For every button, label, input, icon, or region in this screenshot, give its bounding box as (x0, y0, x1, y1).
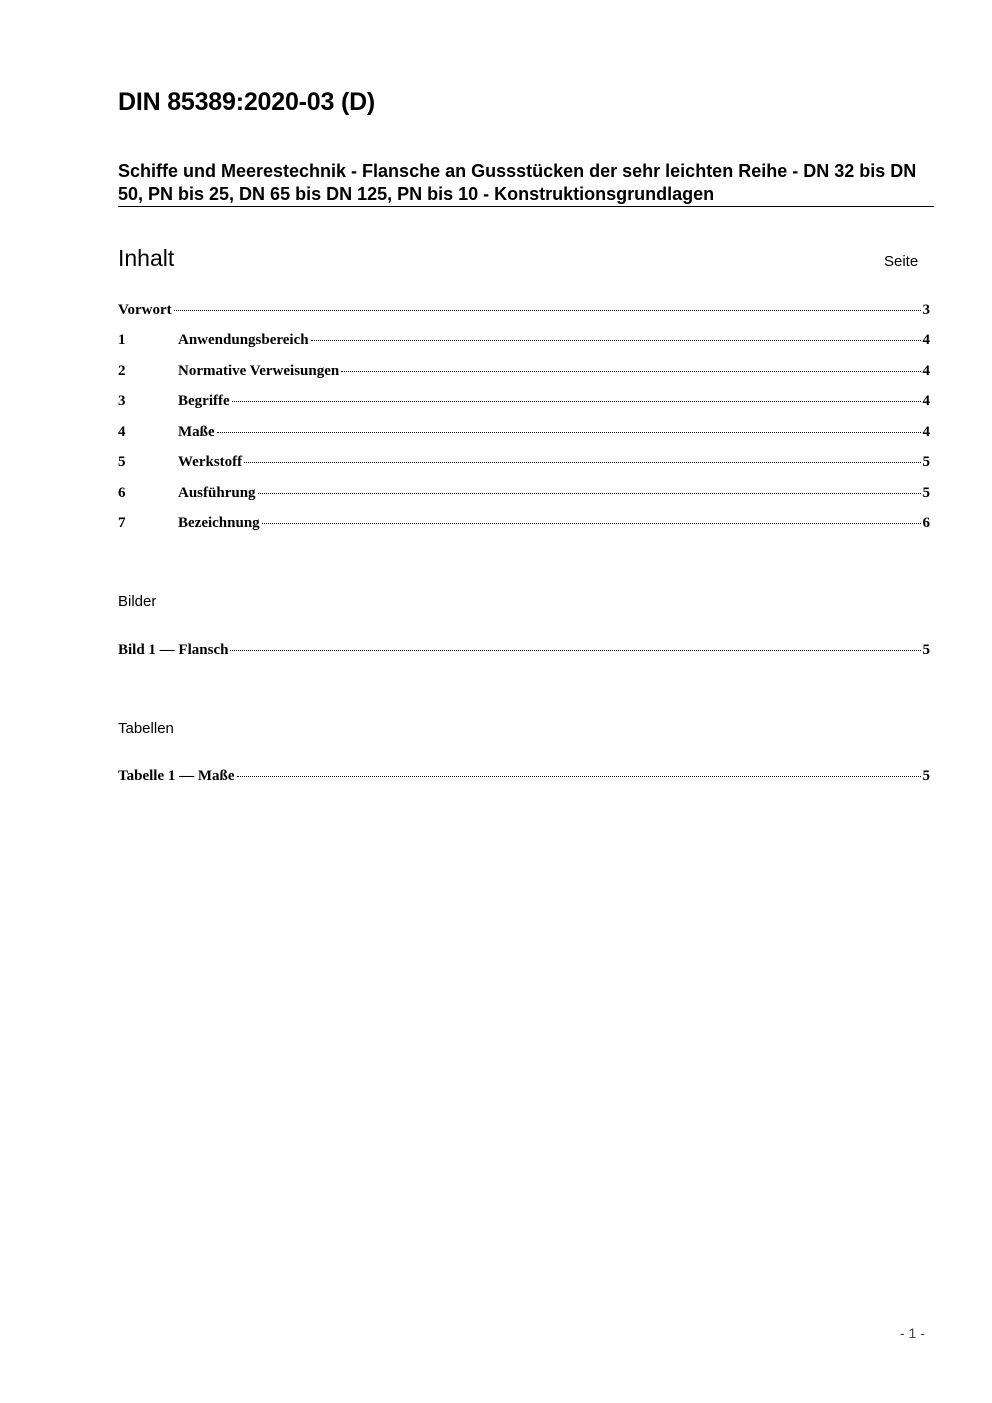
toc-entry-page: 6 (922, 515, 930, 531)
dot-leader (217, 432, 921, 433)
toc-entry-page: 4 (922, 424, 930, 440)
toc-entry-label: Anwendungsbereich (178, 332, 309, 348)
toc-heading: Inhalt (118, 245, 175, 271)
dot-leader (311, 340, 921, 341)
title-divider (118, 206, 934, 207)
dot-leader (230, 650, 920, 651)
page-number: - 1 - (900, 1325, 925, 1341)
toc-entry-page: 4 (922, 393, 930, 409)
toc-entry-label: Bezeichnung (178, 515, 260, 531)
dot-leader (341, 371, 920, 372)
toc-entry-number: 3 (118, 393, 126, 409)
toc-entry-label: Vorwort (118, 302, 172, 318)
dot-leader (232, 401, 921, 402)
figure-entry-1[interactable] (118, 642, 930, 662)
toc-entry-page: 5 (922, 485, 930, 501)
figure-entry-page: 5 (922, 642, 930, 658)
dot-leader (237, 776, 921, 777)
table-entry-label: Tabelle 1 — Maße (118, 768, 235, 784)
toc-entry-number: 1 (118, 332, 126, 348)
dot-leader (258, 493, 921, 494)
toc-entry-3[interactable] (118, 393, 930, 413)
document-title: DIN 85389:2020-03 (D) (118, 88, 376, 116)
toc-entry-label: Werkstoff (178, 454, 243, 470)
toc-entry-number: 6 (118, 485, 126, 501)
toc-entry-label: Ausführung (178, 485, 256, 501)
toc-entry-page: 5 (922, 454, 930, 470)
toc-entry-7[interactable] (118, 515, 930, 535)
toc-entry-page: 4 (922, 332, 930, 348)
toc-entry-1[interactable] (118, 332, 930, 352)
table-entry-page: 5 (922, 768, 930, 784)
figures-heading: Bilder (118, 593, 157, 610)
toc-entry-number: 2 (118, 363, 126, 379)
toc-entry-label: Maße (178, 424, 215, 440)
toc-entry-number: 7 (118, 515, 126, 531)
dot-leader (262, 523, 921, 524)
toc-entry-label: Normative Verweisungen (178, 363, 340, 379)
dot-leader (244, 462, 920, 463)
figure-entry-label: Bild 1 — Flansch (118, 642, 229, 658)
toc-entry-2[interactable] (118, 363, 930, 383)
toc-entry-4[interactable] (118, 424, 930, 444)
toc-entry-number: 4 (118, 424, 126, 440)
toc-entry-vorwort[interactable] (118, 302, 930, 322)
toc-entry-page: 4 (922, 363, 930, 379)
toc-entry-6[interactable] (118, 485, 930, 505)
document-subtitle: Schiffe und Meerestechnik - Flansche an Gussstücken der sehr leichten Reihe - DN 32 bis DN 50, PN bis 25, DN 65 bis DN 125, PN bis 10 - Konstruktionsgrundlagen (118, 161, 917, 204)
toc-entry-5[interactable] (118, 454, 930, 474)
toc-entry-label: Begriffe (178, 393, 230, 409)
toc-entry-page: 3 (922, 302, 930, 318)
toc-entry-number: 5 (118, 454, 126, 470)
page-column-label: Seite (884, 253, 919, 270)
dot-leader (174, 310, 921, 311)
tables-heading: Tabellen (118, 720, 174, 737)
table-entry-1[interactable] (118, 768, 930, 788)
